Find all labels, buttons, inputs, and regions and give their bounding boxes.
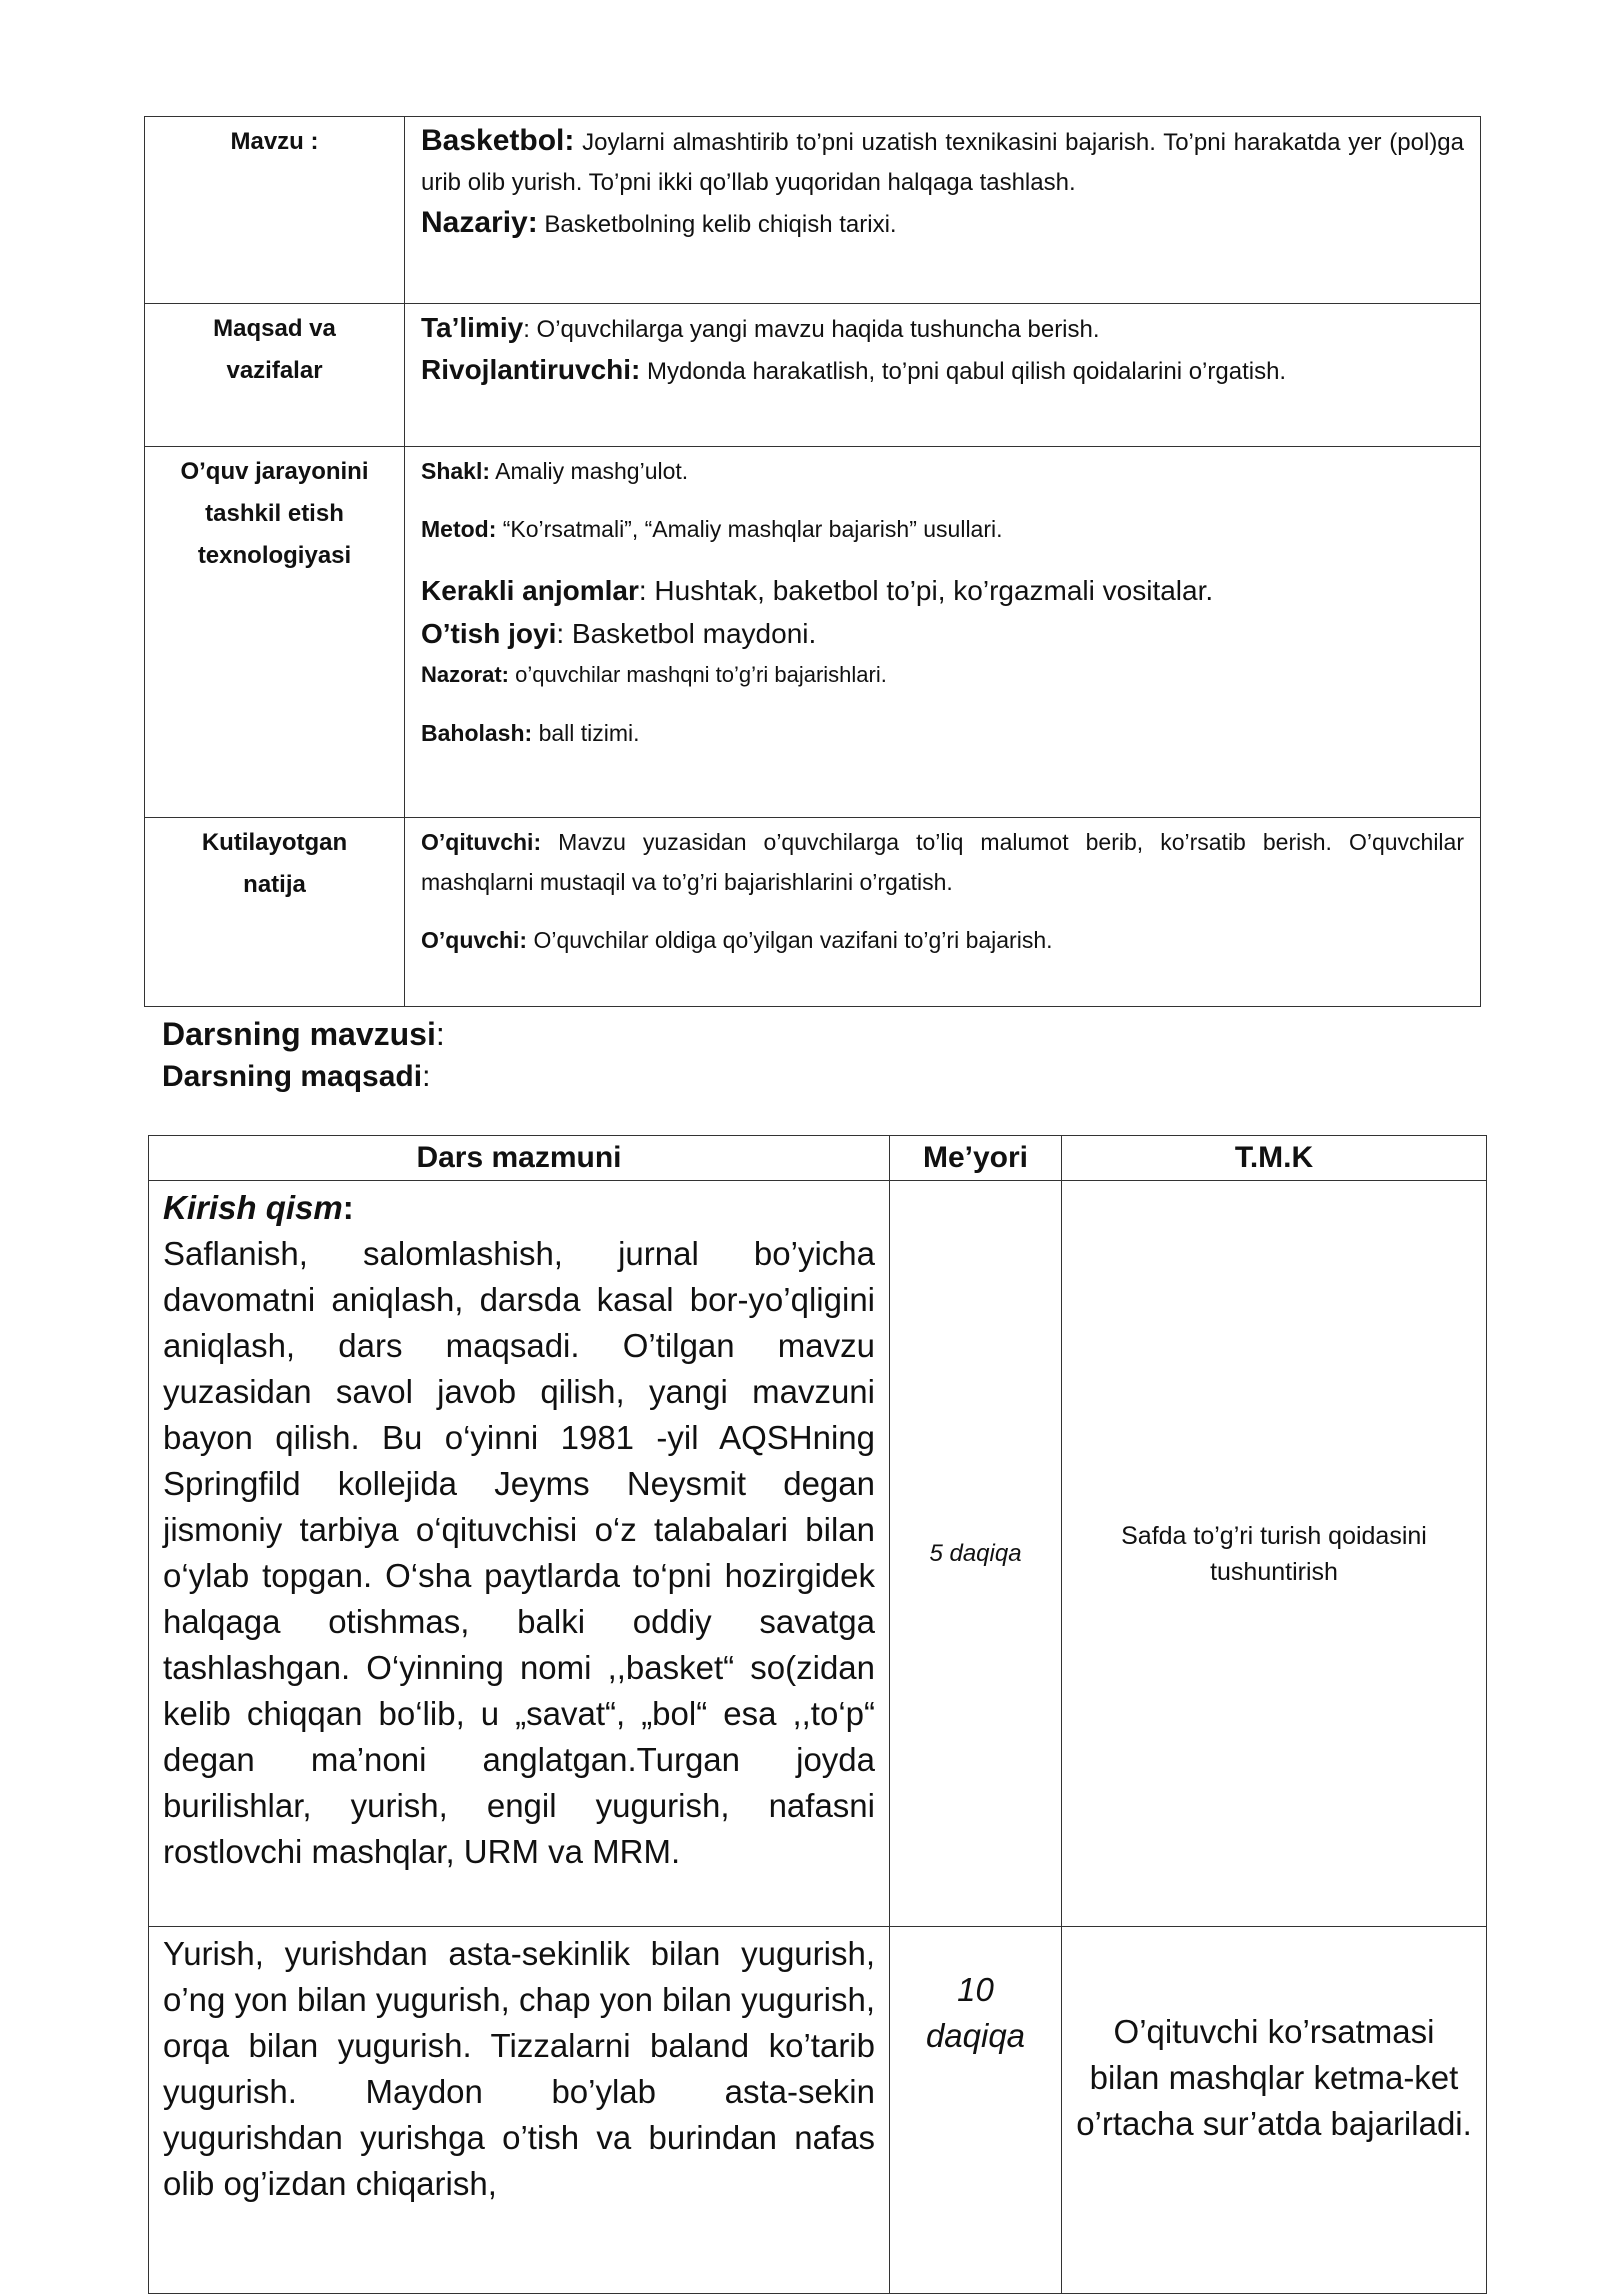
shakl-line: Shakl: Amaliy mashg’ulot. xyxy=(421,458,689,484)
metod-line: Metod: “Ko’rsatmali”, “Amaliy mashqlar bajarish” usullari. xyxy=(421,516,1003,542)
natija-content xyxy=(405,818,1481,1007)
joy-line: O’tish joyi: Basketbol maydoni. xyxy=(421,618,817,649)
lesson-content-table xyxy=(148,1135,1487,2294)
nazariy-text: Basketbolning kelib chiqish tarixi. xyxy=(537,211,897,238)
header-dars-mazmuni: Dars mazmuni xyxy=(149,1136,890,1181)
nazariy-lead: Nazariy: xyxy=(421,206,538,239)
yurish-tmk: O’qituvchi ko’rsatmasi bilan mashqlar ketma-ket o’rtacha sur’atda bajariladi. xyxy=(1062,1927,1487,2294)
mavzu-label: Mavzu : xyxy=(145,117,405,304)
kirish-tmk: Safda to’g’ri turish qoidasini tushuntirish xyxy=(1062,1181,1487,1927)
texnologiya-label: O’quv jarayonini tashkil etish texnologiyasi xyxy=(145,447,405,818)
talimiy-text: : O’quvchilarga yangi mavzu haqida tushuncha berish. xyxy=(523,316,1100,343)
kirish-content: Kirish qism: Saflanish, salomlashish, jurnal bo’yicha davomatni aniqlash, darsda kasal bor-yo’qligini aniqlash, dars maqsadi. O’tilgan mavzu yuzasidan savol javob qilish, yangi mavzuni bayon qilish. Bu o‘yinni 1981 -yil AQSHning Springfild kollejida Jeyms Neysmit degan jismoniy tarbiya o‘qituvchisi o‘z talabalari bilan o‘ylab topgan. O‘sha paytlarda to‘pni hozirgidek halqaga otishmas, balki oddiy savatga tashlashgan. O‘yinning nomi ,,basket“ so(zidan kelib chiqqan bo‘lib, u „savat“, „bol“ esa ,,to‘p“ degan ma’noni anglatgan.Turgan joyda burilishlar, yurish, engil yugurish, nafasni rostlovchi mashqlar, URM va MRM. xyxy=(149,1181,890,1927)
natija-label: Kutilayotgan natija xyxy=(145,818,405,1007)
lesson-plan-summary-table xyxy=(144,116,1481,1007)
lesson-goal-heading: Darsning maqsadi: xyxy=(162,1060,431,1093)
mavzu-lead: Basketbol: xyxy=(421,124,575,157)
kirish-text: Saflanish, salomlashish, jurnal bo’yicha davomatni aniqlash, darsda kasal bor-yo’qligini aniqlash, dars maqsadi. O’tilgan mavzu yuzasidan savol javob qilish, yangi mavzuni bayon qilish. Bu o‘yinni 1981 -yil AQSHning Springfild kollejida Jeyms Neysmit degan jismoniy tarbiya o‘qituvchisi o‘z talabalari bilan o‘ylab topgan. O‘sha paytlarda to‘pni hozirgidek halqaga otishmas, balki oddiy savatga tashlashgan. O‘yinning nomi ,,basket“ so(zidan kelib chiqqan bo‘lib, u „savat“, „bol“ esa ,,to‘p“ degan ma’noni anglatgan.Turgan joyda burilishlar, yurish, engil yugurish, nafasni rostlovchi mashqlar, URM va MRM. xyxy=(163,1235,875,1870)
oquvchi-line: O’quvchi: O’quvchilar oldiga qo’yilgan vazifani to’g’ri bajarish. xyxy=(421,927,1053,953)
maqsad-content xyxy=(405,304,1481,447)
mavzu-text: Joylarni almashtirib to’pni uzatish texnikasini bajarish. To’pni harakatda yer (pol)ga urib olib yurish. To’pni ikki qo’llab yuqoridan halqaga tashlash. xyxy=(421,129,1464,196)
yurish-content: Yurish, yurishdan asta-sekinlik bilan yugurish, o’ng yon bilan yugurish, chap yon bilan yugurish, orqa bilan yugurish. Tizzalarni baland ko’tarib yugurish. Maydon bo’ylab asta-sekin yugurishdan yurishga o’tish va burindan nafas olib og’izdan chiqarish, xyxy=(149,1927,890,2294)
kirish-norm: 5 daqiqa xyxy=(890,1181,1062,1927)
yurish-norm: 10 daqiqa xyxy=(890,1927,1062,2294)
mavzu-content xyxy=(405,117,1481,304)
table-row xyxy=(145,304,1481,447)
rivojlantiruvchi-text: Mydonda harakatlish, to’pni qabul qilish qoidalarini o’rgatish. xyxy=(640,358,1287,385)
nazorat-line: Nazorat: o’quvchilar mashqni to’g’ri bajarishlari. xyxy=(421,662,887,687)
oqituvchi-line: O’qituvchi: Mavzu yuzasidan o’quvchilarga to’liq malumot berib, ko’rsatib berish. O’quvchilar mashqlarni mustaqil va to’g’ri bajarishlarini o’rgatish. xyxy=(421,829,1464,895)
header-meyori: Me’yori xyxy=(890,1136,1062,1181)
texnologiya-content xyxy=(405,447,1481,818)
table-row xyxy=(145,117,1481,304)
maqsad-label: Maqsad va vazifalar xyxy=(145,304,405,447)
lesson-topic-heading: Darsning mavzusi: xyxy=(162,1016,445,1052)
anjom-line: Kerakli anjomlar: Hushtak, baketbol to’pi, ko’rgazmali vositalar. xyxy=(421,575,1214,606)
table-row xyxy=(145,818,1481,1007)
rivojlantiruvchi-lead: Rivojlantiruvchi: xyxy=(421,354,641,385)
table-row xyxy=(145,447,1481,818)
baholash-line: Baholash: ball tizimi. xyxy=(421,720,640,746)
header-tmk: T.M.K xyxy=(1062,1136,1487,1181)
kirish-title: Kirish qism xyxy=(163,1189,343,1226)
table-header-row xyxy=(149,1136,1487,1181)
table-row xyxy=(149,1927,1487,2294)
talimiy-lead: Ta’limiy xyxy=(421,312,524,343)
table-row xyxy=(149,1181,1487,1927)
